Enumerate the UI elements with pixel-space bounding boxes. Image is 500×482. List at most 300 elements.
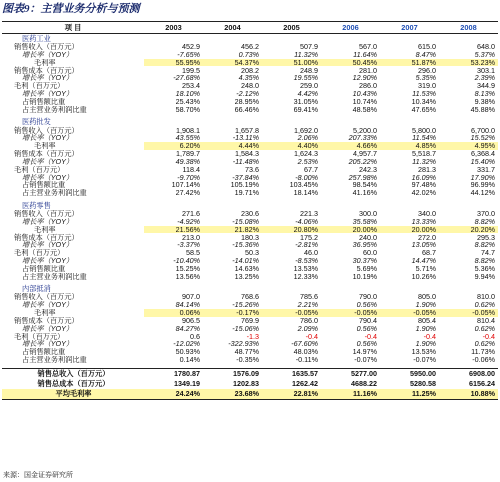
table-row bbox=[2, 348, 498, 356]
totals-value: 22.81% bbox=[262, 389, 321, 400]
value-cell: 5.69% bbox=[356, 264, 377, 273]
value-cell: 5.37% bbox=[474, 50, 495, 59]
value-cell: 240.0 bbox=[359, 233, 377, 242]
section-heading-row bbox=[2, 117, 498, 126]
empty-cell bbox=[380, 284, 439, 293]
value-cell: 271.6 bbox=[182, 209, 200, 218]
value-cell: 456.2 bbox=[241, 43, 259, 51]
empty-cell bbox=[380, 117, 439, 126]
row-label: 销售收入（百万元） bbox=[14, 293, 79, 302]
value-cell: -3.37% bbox=[177, 241, 200, 250]
row-label: 毛利率 bbox=[2, 226, 144, 234]
row-label: 占主营业务利润比重 bbox=[22, 272, 87, 281]
table-row bbox=[2, 356, 498, 364]
row-label: 销售成本（百万元） bbox=[14, 149, 79, 158]
row-label: 毛利（百万元） bbox=[14, 82, 65, 90]
totals-value: 24.24% bbox=[144, 389, 203, 400]
value-cell: -15.26% bbox=[232, 301, 259, 310]
value-cell: 344.9 bbox=[477, 82, 495, 90]
empty-cell bbox=[439, 284, 498, 293]
value-cell: 68.7 bbox=[422, 249, 436, 257]
value-cell: 15.40% bbox=[470, 157, 495, 166]
value-cell: 13.56% bbox=[175, 272, 200, 281]
value-cell: 66.46% bbox=[234, 105, 259, 114]
row-label: 销售收入（百万元） bbox=[14, 43, 79, 51]
table-row bbox=[2, 317, 498, 325]
value-cell: 48.58% bbox=[352, 105, 377, 114]
value-cell: -1.3 bbox=[246, 332, 259, 341]
value-cell: -8.53% bbox=[295, 256, 318, 265]
value-cell: 2.06% bbox=[297, 134, 318, 143]
row-label: 占销售额比重 bbox=[22, 97, 66, 106]
value-cell: 67.7 bbox=[304, 165, 318, 174]
value-cell: -11.48% bbox=[232, 157, 259, 166]
section-heading: 医药工业 bbox=[22, 33, 51, 43]
value-cell: -8.00% bbox=[295, 173, 318, 182]
value-cell: 13.25% bbox=[234, 272, 259, 281]
value-cell: 370.0 bbox=[477, 209, 495, 218]
empty-cell bbox=[203, 284, 262, 293]
header-year: 2008 bbox=[439, 22, 498, 34]
totals-value: 23.68% bbox=[203, 389, 262, 400]
value-cell: 11.64% bbox=[353, 50, 377, 59]
empty-cell bbox=[144, 284, 203, 293]
table-row bbox=[2, 51, 498, 59]
value-cell: 18.10% bbox=[175, 89, 200, 98]
value-cell: 4.35% bbox=[238, 74, 259, 83]
value-cell: 20.80% bbox=[262, 226, 321, 234]
totals-row bbox=[2, 389, 498, 400]
value-cell: 20.00% bbox=[321, 226, 380, 234]
value-cell: 8.47% bbox=[415, 50, 436, 59]
value-cell: -15.06% bbox=[232, 324, 259, 333]
value-cell: -9.70% bbox=[177, 173, 200, 182]
section-heading-row bbox=[2, 34, 498, 44]
totals-value: 5280.58 bbox=[410, 379, 436, 389]
value-cell: 785.6 bbox=[300, 293, 318, 302]
value-cell: 8.13% bbox=[474, 89, 495, 98]
value-cell: 180.3 bbox=[241, 233, 259, 242]
value-cell: -27.68% bbox=[173, 74, 200, 83]
table-row bbox=[2, 293, 498, 301]
row-label: 增长率（YOY） bbox=[22, 157, 74, 166]
value-cell: 31.05% bbox=[293, 97, 318, 106]
value-cell: 1,624.3 bbox=[294, 149, 318, 158]
value-cell: 15.52% bbox=[470, 134, 495, 143]
table-title: 图表9：主营业务分析与预测 bbox=[2, 3, 140, 15]
value-cell: 13.05% bbox=[411, 241, 436, 250]
value-cell: 28.95% bbox=[234, 97, 259, 106]
value-cell: 340.0 bbox=[418, 209, 436, 218]
value-cell: -13.11% bbox=[232, 134, 259, 143]
value-cell: 98.54% bbox=[352, 181, 377, 190]
row-label: 增长率（YOY） bbox=[22, 134, 74, 143]
value-cell: 58.70% bbox=[175, 105, 200, 114]
value-cell: 19.71% bbox=[234, 189, 259, 197]
value-cell: 286.0 bbox=[359, 82, 377, 90]
value-cell: 5.36% bbox=[474, 264, 495, 273]
value-cell: 11.54% bbox=[412, 134, 436, 143]
row-label: 增长率（YOY） bbox=[22, 256, 74, 265]
row-label: 占销售额比重 bbox=[22, 264, 66, 273]
source-note: 来源：国金证券研究所 bbox=[3, 471, 73, 479]
value-cell: 49.38% bbox=[175, 157, 200, 166]
value-cell: 55.95% bbox=[144, 59, 203, 67]
value-cell: -0.05% bbox=[380, 309, 439, 317]
value-cell: 507.9 bbox=[300, 43, 318, 51]
value-cell: 14.47% bbox=[411, 256, 436, 265]
value-cell: 51.87% bbox=[380, 59, 439, 67]
value-cell: -0.07% bbox=[354, 355, 377, 364]
value-cell: -0.35% bbox=[236, 355, 259, 364]
empty-cell bbox=[203, 201, 262, 210]
totals-row bbox=[2, 379, 498, 389]
value-cell: 805.4 bbox=[418, 316, 436, 325]
table-row bbox=[2, 301, 498, 309]
value-cell: -0.05% bbox=[321, 309, 380, 317]
value-cell: -15.36% bbox=[232, 241, 259, 250]
empty-cell bbox=[321, 284, 380, 293]
empty-cell bbox=[439, 117, 498, 126]
value-cell: 13.53% bbox=[411, 348, 436, 356]
value-cell: 1,908.1 bbox=[176, 126, 200, 135]
value-cell: 8.82% bbox=[474, 217, 495, 226]
value-cell: 105.19% bbox=[230, 181, 259, 190]
value-cell: -67.60% bbox=[291, 340, 318, 349]
value-cell: 0.62% bbox=[474, 324, 495, 333]
empty-cell bbox=[262, 117, 321, 126]
value-cell: -15.08% bbox=[232, 217, 259, 226]
value-cell: 768.6 bbox=[241, 293, 259, 302]
table-row bbox=[2, 218, 498, 226]
header-row bbox=[2, 22, 498, 34]
value-cell: 15.25% bbox=[175, 264, 200, 273]
value-cell: 272.0 bbox=[418, 233, 436, 242]
table-row bbox=[2, 126, 498, 134]
value-cell: 0.62% bbox=[474, 301, 495, 310]
value-cell: 205.22% bbox=[348, 157, 377, 166]
row-label: 占销售额比重 bbox=[22, 181, 66, 190]
table-row bbox=[2, 59, 498, 67]
value-cell: 221.3 bbox=[300, 209, 318, 218]
table-row bbox=[2, 265, 498, 273]
table-row bbox=[2, 173, 498, 181]
value-cell: 9.94% bbox=[474, 272, 495, 281]
table-row bbox=[2, 273, 498, 281]
table-row bbox=[2, 66, 498, 74]
table-row bbox=[2, 106, 498, 114]
value-cell: 2.09% bbox=[297, 324, 318, 333]
value-cell: -0.4 bbox=[305, 332, 318, 341]
value-cell: 790.4 bbox=[359, 316, 377, 325]
totals-value: 1202.83 bbox=[233, 379, 259, 389]
row-label: 占销售额比重 bbox=[22, 348, 66, 356]
value-cell: 11.73% bbox=[471, 348, 495, 356]
value-cell: 452.9 bbox=[182, 43, 200, 51]
value-cell: -0.4 bbox=[482, 332, 495, 341]
value-cell: 17.90% bbox=[470, 173, 495, 182]
value-cell: 281.3 bbox=[418, 165, 436, 174]
value-cell: 84.27% bbox=[175, 324, 200, 333]
empty-cell bbox=[203, 117, 262, 126]
value-cell: 6.20% bbox=[144, 142, 203, 150]
row-label: 增长率（YOY） bbox=[22, 173, 74, 182]
value-cell: 5,518.7 bbox=[412, 149, 436, 158]
totals-value: 6156.24 bbox=[469, 379, 495, 389]
value-cell: 12.33% bbox=[293, 272, 318, 281]
value-cell: 11.32% bbox=[294, 50, 318, 59]
row-label: 增长率（YOY） bbox=[22, 50, 74, 59]
business-forecast-table bbox=[2, 21, 498, 400]
value-cell: 20.20% bbox=[439, 226, 498, 234]
table-row bbox=[2, 142, 498, 150]
row-label: 增长率（YOY） bbox=[22, 74, 74, 83]
value-cell: -0.4 bbox=[423, 332, 436, 341]
value-cell: 4,957.7 bbox=[353, 149, 377, 158]
totals-value: 4688.22 bbox=[351, 379, 377, 389]
value-cell: 1.90% bbox=[415, 340, 436, 349]
value-cell: 11.53% bbox=[412, 89, 436, 98]
totals-value: 11.25% bbox=[380, 389, 439, 400]
value-cell: 6,700.0 bbox=[471, 126, 495, 135]
value-cell: 103.45% bbox=[289, 181, 318, 190]
row-label: 毛利（百万元） bbox=[14, 332, 65, 341]
table-row bbox=[2, 166, 498, 174]
totals-value: 11.16% bbox=[321, 389, 380, 400]
value-cell: 6,368.4 bbox=[471, 149, 495, 158]
value-cell: 0.56% bbox=[356, 324, 377, 333]
table-row bbox=[2, 340, 498, 348]
table-row bbox=[2, 189, 498, 197]
table-row bbox=[2, 241, 498, 249]
table-row bbox=[2, 233, 498, 241]
row-label: 毛利率 bbox=[2, 59, 144, 67]
value-cell: 213.0 bbox=[182, 233, 200, 242]
table-row bbox=[2, 134, 498, 142]
value-cell: 42.02% bbox=[411, 189, 436, 197]
header-item: 项 目 bbox=[2, 22, 144, 34]
value-cell: 11.32% bbox=[412, 157, 436, 166]
value-cell: -4.92% bbox=[177, 217, 200, 226]
value-cell: 20.00% bbox=[380, 226, 439, 234]
totals-value: 6908.00 bbox=[439, 368, 498, 379]
value-cell: 2.39% bbox=[474, 74, 495, 83]
value-cell: 43.55% bbox=[175, 134, 200, 143]
empty-cell bbox=[439, 201, 498, 210]
value-cell: 41.16% bbox=[352, 189, 377, 197]
header-year: 2004 bbox=[203, 22, 262, 34]
totals-row bbox=[2, 368, 498, 379]
value-cell: 5.71% bbox=[415, 264, 436, 273]
totals-label: 销售总收入（百万元） bbox=[2, 368, 144, 379]
value-cell: 0.14% bbox=[179, 355, 200, 364]
value-cell: 60.0 bbox=[363, 249, 377, 257]
value-cell: 48.77% bbox=[234, 348, 259, 356]
value-cell: 10.34% bbox=[411, 97, 436, 106]
row-label: 销售收入（百万元） bbox=[14, 209, 79, 218]
value-cell: 259.0 bbox=[300, 82, 318, 90]
table-row bbox=[2, 226, 498, 234]
empty-cell bbox=[262, 34, 321, 44]
value-cell: 47.65% bbox=[411, 105, 436, 114]
value-cell: 296.0 bbox=[418, 66, 436, 75]
empty-cell bbox=[144, 117, 203, 126]
value-cell: 13.33% bbox=[411, 217, 436, 226]
row-label: 增长率（YOY） bbox=[22, 324, 74, 333]
empty-cell bbox=[321, 201, 380, 210]
totals-value: 1780.87 bbox=[144, 368, 203, 379]
value-cell: 300.0 bbox=[359, 209, 377, 218]
value-cell: 1,657.8 bbox=[235, 126, 259, 135]
table-row bbox=[2, 158, 498, 166]
value-cell: 1.90% bbox=[415, 324, 436, 333]
value-cell: 295.3 bbox=[477, 233, 495, 242]
value-cell: 805.0 bbox=[418, 293, 436, 302]
value-cell: 810.4 bbox=[477, 316, 495, 325]
value-cell: 253.4 bbox=[182, 82, 200, 90]
row-label: 占主营业务利润比重 bbox=[22, 355, 87, 364]
table-row bbox=[2, 90, 498, 98]
value-cell: 0.56% bbox=[356, 301, 377, 310]
value-cell: -0.07% bbox=[413, 355, 436, 364]
value-cell: 14.63% bbox=[234, 264, 259, 273]
row-label: 毛利率 bbox=[2, 309, 144, 317]
value-cell: -0.05% bbox=[439, 309, 498, 317]
table-row bbox=[2, 82, 498, 90]
value-cell: 303.1 bbox=[477, 66, 495, 75]
value-cell: -7.65% bbox=[177, 50, 200, 59]
empty-cell bbox=[262, 201, 321, 210]
value-cell: 2.53% bbox=[297, 157, 318, 166]
value-cell: 16.09% bbox=[411, 173, 436, 182]
value-cell: 2.21% bbox=[297, 301, 318, 310]
row-label: 销售收入（百万元） bbox=[14, 126, 79, 135]
value-cell: -37.84% bbox=[232, 173, 259, 182]
value-cell: -2.81% bbox=[295, 241, 318, 250]
table-row bbox=[2, 43, 498, 51]
value-cell: 0.73% bbox=[238, 50, 259, 59]
value-cell: 54.37% bbox=[203, 59, 262, 67]
value-cell: -0.4 bbox=[364, 332, 377, 341]
empty-cell bbox=[380, 34, 439, 44]
value-cell: 21.56% bbox=[144, 226, 203, 234]
table-row bbox=[2, 74, 498, 82]
value-cell: 1.90% bbox=[415, 301, 436, 310]
value-cell: 9.38% bbox=[474, 97, 495, 106]
value-cell: 18.14% bbox=[293, 189, 318, 197]
empty-cell bbox=[321, 34, 380, 44]
value-cell: 118.4 bbox=[182, 165, 200, 174]
value-cell: 1,584.3 bbox=[235, 149, 259, 158]
totals-value: 1576.09 bbox=[203, 368, 262, 379]
value-cell: 4.66% bbox=[321, 142, 380, 150]
value-cell: 648.0 bbox=[477, 43, 495, 51]
value-cell: 73.6 bbox=[245, 165, 259, 174]
value-cell: -10.40% bbox=[173, 256, 200, 265]
empty-cell bbox=[321, 117, 380, 126]
value-cell: 5.35% bbox=[415, 74, 436, 83]
row-label: 增长率（YOY） bbox=[22, 241, 74, 250]
section-heading: 医药批发 bbox=[22, 117, 51, 127]
value-cell: 0.62% bbox=[474, 340, 495, 349]
value-cell: 84.14% bbox=[175, 301, 200, 310]
value-cell: 0.06% bbox=[144, 309, 203, 317]
value-cell: 8.82% bbox=[474, 241, 495, 250]
table-row bbox=[2, 249, 498, 257]
row-label: 毛利率 bbox=[2, 142, 144, 150]
totals-value: 1635.57 bbox=[262, 368, 321, 379]
value-cell: 769.9 bbox=[241, 316, 259, 325]
value-cell: 36.95% bbox=[352, 241, 377, 250]
value-cell: 12.90% bbox=[352, 74, 377, 83]
value-cell: 248.9 bbox=[300, 66, 318, 75]
value-cell: 14.97% bbox=[352, 348, 377, 356]
value-cell: 790.0 bbox=[359, 293, 377, 302]
value-cell: 96.99% bbox=[470, 181, 495, 190]
value-cell: 1,692.0 bbox=[294, 126, 318, 135]
section-heading-row bbox=[2, 284, 498, 293]
value-cell: 4.85% bbox=[380, 142, 439, 150]
table-row bbox=[2, 150, 498, 158]
totals-label: 平均毛利率 bbox=[2, 389, 144, 400]
section-heading: 内部抵消 bbox=[22, 284, 51, 294]
value-cell: -14.01% bbox=[232, 256, 259, 265]
value-cell: -4.06% bbox=[295, 217, 318, 226]
totals-label: 销售总成本（百万元） bbox=[37, 379, 110, 389]
value-cell: 4.42% bbox=[297, 89, 318, 98]
totals-value: 5950.00 bbox=[380, 368, 439, 379]
table-row bbox=[2, 309, 498, 317]
table-row bbox=[2, 210, 498, 218]
table-row bbox=[2, 325, 498, 333]
value-cell: 35.58% bbox=[352, 217, 377, 226]
section-heading: 医药零售 bbox=[22, 200, 51, 210]
row-label: 销售成本（百万元） bbox=[14, 66, 79, 75]
value-cell: 208.2 bbox=[241, 66, 259, 75]
value-cell: 97.48% bbox=[411, 181, 436, 190]
header-year: 2006 bbox=[321, 22, 380, 34]
value-cell: 53.23% bbox=[439, 59, 498, 67]
value-cell: 4.44% bbox=[203, 142, 262, 150]
row-label: 占主营业务利润比重 bbox=[22, 105, 87, 114]
value-cell: 248.0 bbox=[241, 82, 259, 90]
totals-value: 10.88% bbox=[439, 389, 498, 400]
empty-cell bbox=[203, 34, 262, 44]
value-cell: 207.33% bbox=[348, 134, 377, 143]
value-cell: 27.42% bbox=[175, 189, 200, 197]
value-cell: 10.26% bbox=[411, 272, 436, 281]
value-cell: 242.3 bbox=[359, 165, 377, 174]
section-heading-row bbox=[2, 201, 498, 210]
row-label: 毛利（百万元） bbox=[14, 249, 65, 257]
empty-cell bbox=[144, 34, 203, 44]
value-cell: 4.95% bbox=[439, 142, 498, 150]
value-cell: -2.12% bbox=[236, 89, 259, 98]
row-label: 增长率（YOY） bbox=[22, 301, 74, 310]
value-cell: 44.12% bbox=[470, 189, 495, 197]
value-cell: 257.98% bbox=[348, 173, 377, 182]
value-cell: -322.93% bbox=[228, 340, 259, 349]
value-cell: 69.41% bbox=[293, 105, 318, 114]
header-year: 2003 bbox=[144, 22, 203, 34]
value-cell: 45.88% bbox=[470, 105, 495, 114]
value-cell: 199.5 bbox=[182, 66, 200, 75]
empty-cell bbox=[380, 201, 439, 210]
table-row bbox=[2, 181, 498, 189]
value-cell: 13.53% bbox=[293, 264, 318, 273]
value-cell: 0.56% bbox=[356, 340, 377, 349]
value-cell: 50.45% bbox=[321, 59, 380, 67]
